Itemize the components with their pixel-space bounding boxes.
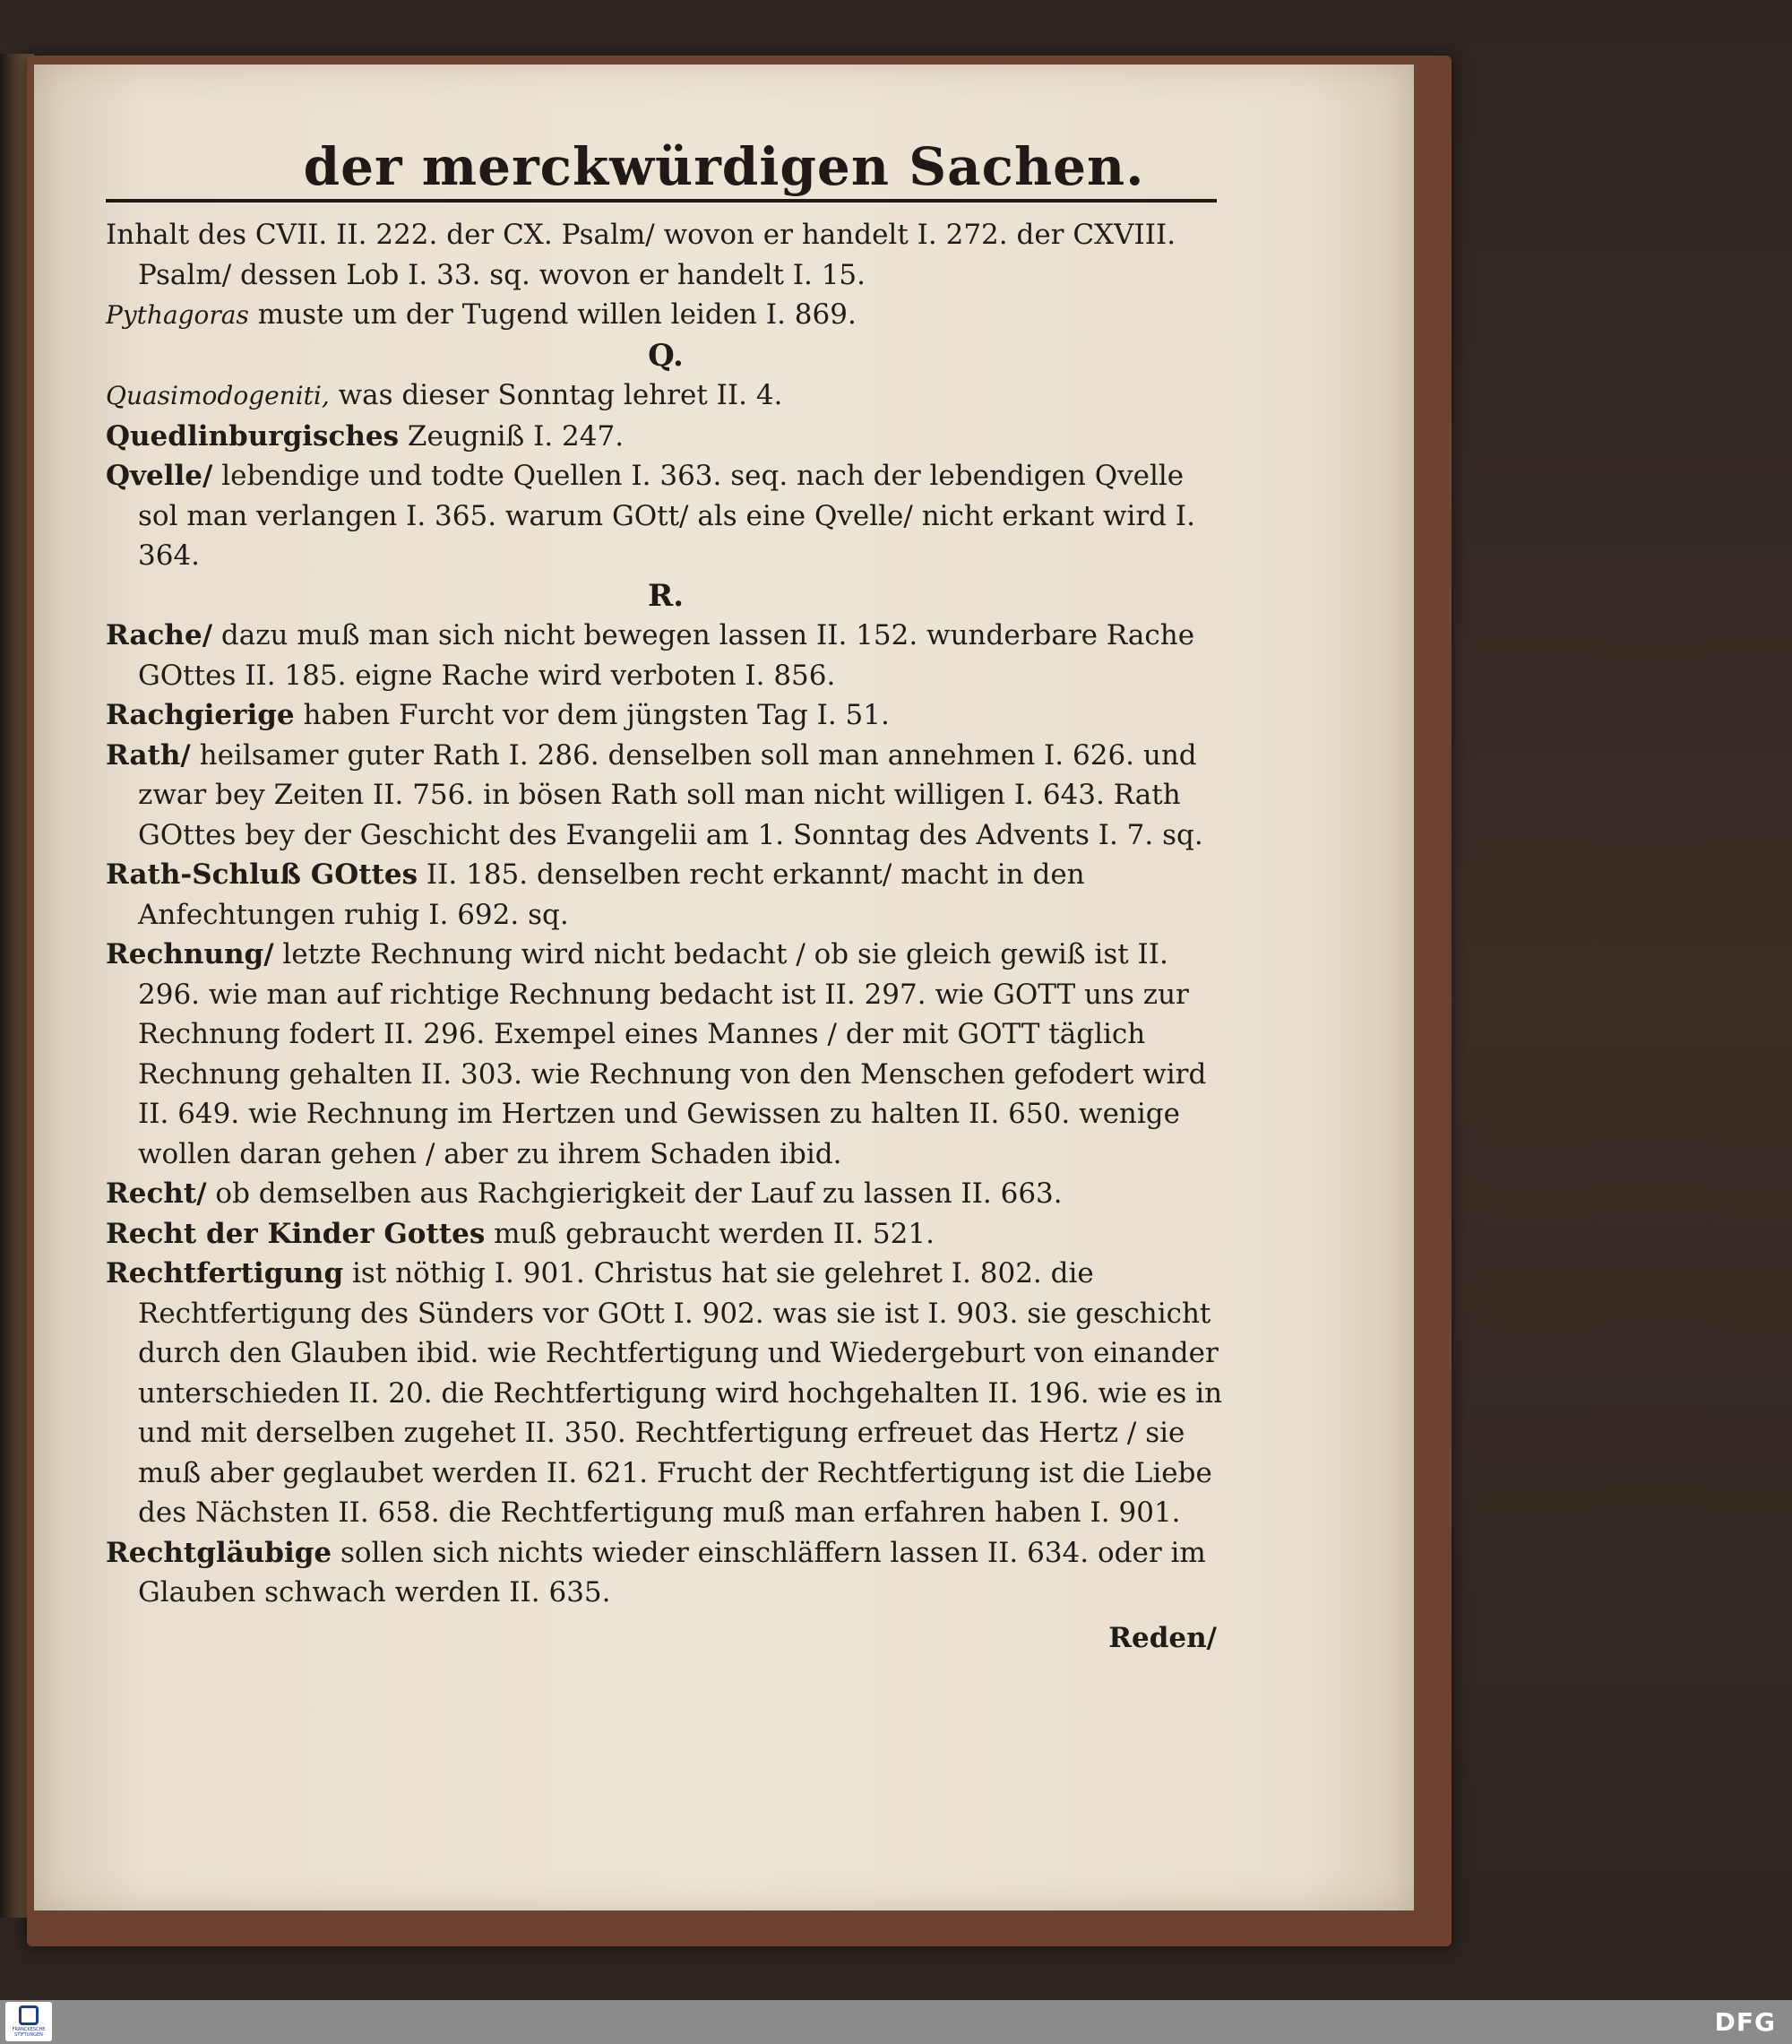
entry-headword: Rachgierige [106,699,295,731]
index-entry: Recht/ ob demselben aus Rachgierigkeit der Lauf zu lassen II. 663. [106,1177,1063,1210]
entry-headword: Rechtfertigung [106,1257,344,1289]
index-entry: Quasimodogeniti, was dieser Sonntag lehret II. 4. [106,379,783,411]
entry-headword: Qvelle/ [106,460,213,492]
entry-headword: Rache/ [106,619,213,651]
foundation-emblem-icon [19,2005,39,2025]
index-entry: Recht der Kinder Gottes muß gebraucht werden II. 521. [106,1217,935,1250]
entry-headword: Rath-Schluß GOttes [106,858,418,891]
header-rule [106,199,1217,203]
entry-headword: Recht/ [106,1177,207,1210]
index-entry: Rechnung/ letzte Rechnung wird nicht bedacht / ob sie gleich gewiß ist II. 296. wie man auf richtige Rechnung bedacht ist II. 297. wie GOTT uns zur Rechnung fodert II. 296. Exempel eines Mannes / der mit GOTT täglich Rechnung gehalten II. 303. wie Rechnung von den Menschen gefodert wird II. 649. wie Rechnung im Hertzen und Gewissen zu halten II. 650. wenige wollen daran gehen / aber zu ihrem Schaden ibid. [106,938,1207,1170]
index-entry: Quedlinburgisches Zeugniß I. 247. [106,419,625,453]
entry-headword: Rechnung/ [106,938,274,970]
index-entry: Rechtgläubige sollen sich nichts wieder einschläffern lassen II. 634. oder im Glauben schwach werden II. 635. [106,1536,1206,1608]
entry-latin-term: Pythagoras [106,300,249,330]
entry-headword: Rath/ [106,738,191,772]
viewer-footer-bar [0,2000,1792,2044]
index-entry: Pythagoras muste um der Tugend willen leiden I. 869. [106,298,857,331]
catchword: Reden/ [1108,1621,1217,1654]
index-entry: Rechtfertigung ist nöthig I. 901. Christus hat sie gelehret I. 802. die Rechtfertigung des Sünders vor GOtt I. 902. was sie ist I. 903. sie geschicht durch den Glauben ibid. wie Rechtfertigung und Wiedergeburt von einander unterschieden II. 20. die Rechtfertigung wird hochgehalten II. 196. wie es in und mit derselben zugehet II. 350. Rechtfertigung erfreuet das Hertz / sie muß aber geglaubet werden II. 621. Frucht der Rechtfertigung ist die Liebe des Nächsten II. 658. die Rechtfertigung muß man erfahren haben I. 901. [106,1257,1223,1529]
index-entry: Rath-Schluß GOttes II. 185. denselben recht erkannt/ macht in den Anfechtungen ruhig I. 692. sq. [106,858,1085,931]
francke-foundation-logo[interactable]: FRANCKESCHE STIFTUNGEN [5,2002,52,2041]
index-entry: Inhalt des CVII. II. 222. der CX. Psalm/ wovon er handelt I. 272. der CXVIII. Psalm/ dessen Lob I. 33. sq. wovon er handelt I. 15. [106,219,1176,291]
index-entry: Rache/ dazu muß man sich nicht bewegen lassen II. 152. wunderbare Rache GOttes II. 185. eigne Rache wird verboten I. 856. [106,619,1195,692]
book-page [34,65,1414,1910]
dfg-logo[interactable]: DFG [1714,2007,1776,2037]
index-entry: Rachgierige haben Furcht vor dem jüngsten Tag I. 51. [106,699,890,731]
section-letter-r: R. [647,577,685,614]
entry-headword: Recht der Kinder Gottes [106,1217,486,1250]
page-header: der merckwürdigen Sachen. [303,136,1145,197]
section-letter-q: Q. [648,337,684,374]
entry-headword: Rechtgläubige [106,1536,332,1569]
index-content [106,215,1226,1658]
index-entry: Rath/ heilsamer guter Rath I. 286. denselben soll man annehmen I. 626. und zwar bey Zeiten II. 756. in bösen Rath soll man nicht willigen I. 643. Rath GOttes bey der Geschicht des Evangelii am 1. Sonntag des Advents I. 7. sq. [106,738,1203,851]
index-entry: Qvelle/ lebendige und todte Quellen I. 363. seq. nach der lebendigen Qvelle sol man verlangen I. 365. warum GOtt/ als eine Qvelle/ nicht erkant wird I. 364. [106,460,1195,572]
entry-latin-term: Quasimodogeniti, [106,381,330,410]
entry-headword: Quedlinburgisches [106,419,400,453]
